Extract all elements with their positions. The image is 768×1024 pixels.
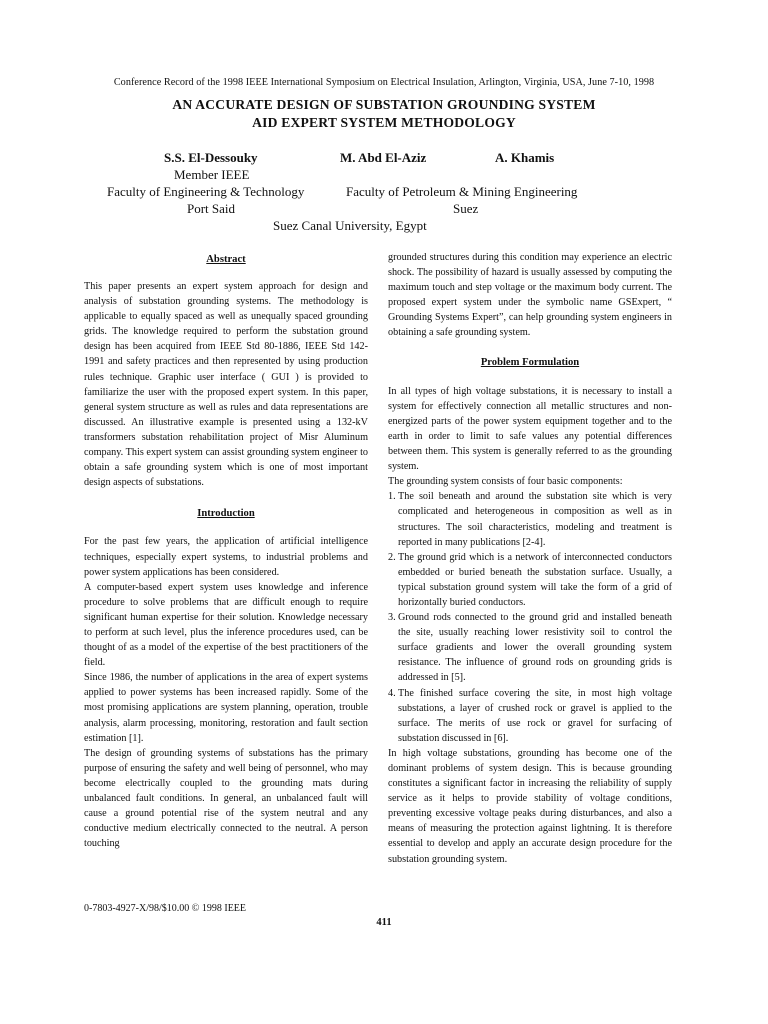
paper-title-line1: AN ACCURATE DESIGN OF SUBSTATION GROUNDING SYSTEM [172,97,596,112]
components-list [388,489,672,746]
problem-formulation-heading: Problem Formulation [480,356,580,368]
list-item-number: 3. [388,612,396,624]
paper-title-line2: AID EXPERT SYSTEM METHODOLOGY [252,115,516,130]
page-number: 411 [376,917,392,928]
problem-paragraph-2: The grounding system consists of four basic components: [388,476,623,488]
intro-paragraph-2: A computer-based expert system uses knowledge and inference procedure to solve problems that are difficult enough to require significant human expertise for their solution. Knowledge necessary to perform at such level, plus the inference procedures used, can be thought of as a model of the expertise of the best practitioners of the field. [84,581,368,669]
author-1-name: S.S. El-Dessouky [164,150,258,165]
list-item [388,686,672,746]
intro-paragraph-3: Since 1986, the number of applications in the area of expert systems applied to power systems has been increased rapidly. Some of the most promising applications are system planning, operation, trouble analysis, alarm processing, monitoring, restoration and fault section estimation [1]. [84,672,368,744]
abstract-text: This paper presents an expert system approach for design and analysis of substation grounding systems. The methodology is applicable to equally spaced as well as unequally spaced grounding grids. The knowledge required to perform the substation ground design has been acquired from IEEE Std 80-1886, IEEE Std 142-1991 and safety practices and then represented by using production rules technique. Graphic user interface ( GUI ) is provided to familiarize the user with the proposed expert system. In this paper, general system structure as well as rules and data representations are discussed. An illustrative example is presented using a 132-kV transformers substation rehabilitation project of Misr Aluminum company. This expert system can assist grounding system engineer to obtain a safe grounding system which is one of most important design aspects of substations. [84,281,368,489]
list-item-text: Ground rods connected to the ground grid and installed beneath the site, usually reaching lower resistivity soil to control the surface gradients and lower the overall grounding system resistance. The influence of ground rods on grounding grids is addressed in [5]. [398,612,672,684]
affiliation-right-city: Suez [453,201,479,216]
list-item [388,489,672,549]
university: Suez Canal University, Egypt [273,218,427,233]
continuation-paragraph: grounded structures during this condition may experience an electric shock. The possibility of hazard is usually assessed by computing the maximum touch and step voltage or the maximum body current. The proposed expert system under the symbolic name GSExpert, “ Grounding Systems Expert”, can help grounding system engineers in obtaining a safe grounding system. [388,252,672,339]
copyright-line: 0-7803-4927-X/98/$10.00 © 1998 IEEE [84,903,247,914]
author-1-role: Member IEEE [174,167,250,182]
problem-paragraph-1: In all types of high voltage substations, it is necessary to install a system for effectively connection all metallic structures and non-energized parts of the power system equipment together and to the earth in order to limit to safe values any potential differences between them. This system is generally referred to as the grounding system. [388,385,672,473]
right-column [388,250,672,867]
intro-paragraph-4: The design of grounding systems of substations has the primary purpose of ensuring the safety and well being of personnel, who may become electrically coupled to the grounding mats during unbalanced fault conditions. In general, an unbalanced fault will cause a ground potential rise of the system neutral and any conductive medium electrically connected to the neutral. A person touching [84,747,368,850]
list-item-text: The soil beneath and around the substation site which is very complicated and heterogeneous in composition as well as in structures. The soil characteristics, modeling and treatment is reported in many publications [2-4]. [398,491,672,548]
list-item-text: The finished surface covering the site, in most high voltage substations, a layer of crushed rock or gravel is applied to the surface. The merits of use rock or gravel for surfacing of substation discussed in [6]. [398,687,672,744]
list-item-text: The ground grid which is a network of interconnected conductors embedded or buried beneath the substation surface. Usually, a typical substation ground system will take the form of a grid of horizontally buried conductors. [398,551,672,608]
affiliation-left-city: Port Said [187,201,236,216]
list-item [388,610,672,685]
author-2-name: M. Abd El-Aziz [340,150,427,165]
abstract-heading: Abstract [206,254,246,265]
list-item-number: 2. [388,551,396,563]
affiliation-left: Faculty of Engineering & Technology [107,184,305,199]
author-3-name: A. Khamis [495,150,555,165]
list-item [388,550,672,610]
intro-paragraph-1: For the past few years, the application of artificial intelligence techniques, especially expert systems, to industrial problems and power system applications has been considered. [84,536,368,578]
list-item-number: 4. [388,687,396,699]
left-column [84,254,368,851]
introduction-heading: Introduction [197,508,255,520]
list-item-number: 1. [388,491,396,503]
conference-record: Conference Record of the 1998 IEEE International Symposium on Electrical Insulation, Arlington, Virginia, USA, June 7-10, 1998 [113,77,655,88]
affiliation-right: Faculty of Petroleum & Mining Engineering [346,184,578,199]
problem-paragraph-3: In high voltage substations, grounding has become one of the dominant problems of system design. This is because grounding constitutes a significant factor in increasing the reliability of supply service as it helps to provide stability of voltage conditions, preventing excessive voltage peaks during disturbances, and also a means of measuring the protection against lightning. It is therefore essential to develop and apply an accurate design procedure for the substation grounding system. [388,747,672,865]
